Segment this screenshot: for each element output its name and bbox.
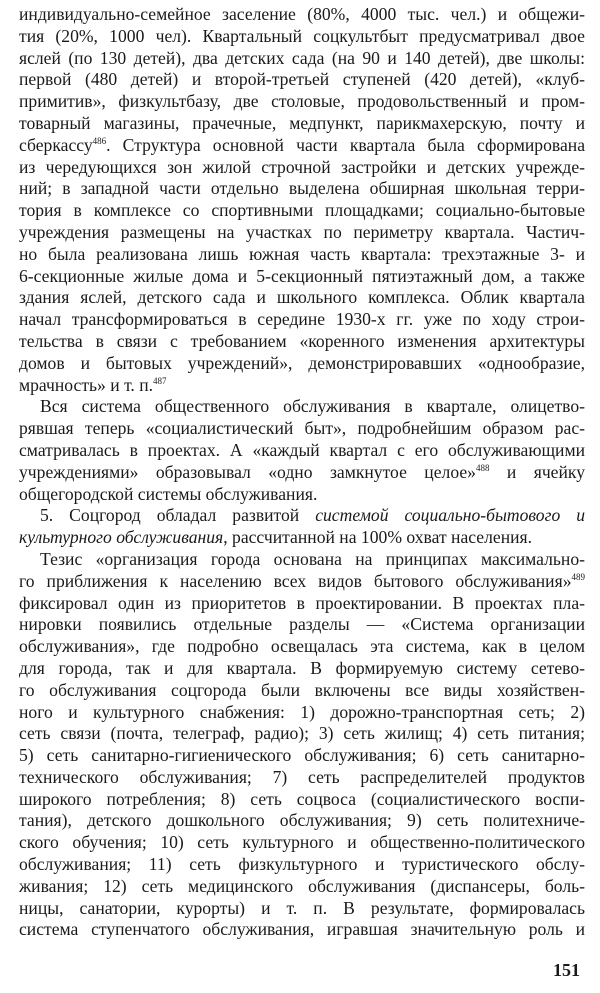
text-line: обслуживания; 11) сеть физкультурного и туристического обслу- bbox=[19, 854, 585, 875]
text-line: сеть связи (почта, телеграф, радио); 3) сеть жилищ; 4) сеть питания; bbox=[19, 723, 585, 744]
text-run: учреждениями» образовывал «одно замкнутое целое» bbox=[19, 461, 476, 482]
text-line: первой (480 детей) и второй-третьей ступеней (420 детей), «клуб- bbox=[19, 69, 585, 90]
text-run: сберкассу bbox=[19, 134, 93, 155]
text-line: рявшая теперь «социалистический быт», подробнейшим образом рас- bbox=[19, 418, 585, 439]
text-run: . Структура основной части квартала была сформирована bbox=[106, 134, 585, 155]
page-text bbox=[19, 4, 585, 941]
text-line bbox=[19, 462, 585, 484]
text-run: го приближения к населению всех видов бытового обслуживания» bbox=[19, 570, 572, 591]
text-line: из чередующихся зон жилой строчной застройки и детских учрежде- bbox=[19, 156, 585, 177]
text-line bbox=[19, 505, 585, 527]
text-line: учреждения размещены на участках по периметру квартала. Частич- bbox=[19, 221, 585, 242]
text-line bbox=[19, 375, 585, 397]
text-line: 6-секционные жилые дома и 5-секционный пятиэтажный дом, а также bbox=[19, 265, 585, 286]
text-line bbox=[19, 527, 585, 549]
text-line: тания), детского дошкольного обслуживания; 9) сеть политехниче- bbox=[19, 810, 585, 831]
text-line: Тезис «организация города основана на принципах максимально- bbox=[40, 548, 585, 569]
text-line bbox=[19, 135, 585, 157]
text-line: живания; 12) сеть медицинского обслуживания (диспансеры, боль- bbox=[19, 875, 585, 896]
text-line: тельства в связи с требованием «коренного изменения архитектуры bbox=[19, 330, 585, 351]
text-line: тия (20%, 1000 чел). Квартальный соцкультбыт предусматривал двое bbox=[19, 25, 585, 46]
footnote-ref: 486 bbox=[92, 135, 107, 146]
text-line: но была реализована лишь южная часть квартала: трехэтажные 3- и bbox=[19, 243, 585, 264]
text-line: тория в комплексе со спортивными площадками; социально-бытовые bbox=[19, 200, 585, 221]
text-run: мрачность» и т. п. bbox=[19, 374, 154, 395]
text-line: ского обучения; 10) сеть культурного и общественно-политического bbox=[19, 832, 585, 853]
text-line: индивидуально-семейное заселение (80%, 4000 тыс. чел.) и общежи- bbox=[19, 4, 585, 24]
text-line: технического обслуживания; 7) сеть распределителей продуктов bbox=[19, 766, 585, 787]
text-line: для города, так и для квартала. В формируемую систему сетево- bbox=[19, 657, 585, 678]
text-line: го обслуживания соцгорода были включены все виды хозяйствен- bbox=[19, 679, 585, 700]
text-line: ний; в западной части отдельно выделена обширная школьная терри- bbox=[19, 178, 585, 199]
text-line: здания яслей, детского сада и школьного комплекса. Облик квартала bbox=[19, 287, 585, 308]
emphasis-text: системой социально-бытового и bbox=[315, 505, 586, 526]
text-line: система ступенчатого обслуживания, игравшая значительную роль и bbox=[19, 919, 585, 940]
text-line: сматривалась в проектах. А «каждый квартал с его обслуживающими bbox=[19, 439, 585, 460]
emphasis-text: культурного обслуживания bbox=[19, 527, 224, 548]
text-line: домов и бытовых учреждений», демонстрировавших «однообразие, bbox=[19, 352, 585, 373]
text-line: примитив», физкультбазу, две столовые, продовольственный и пром- bbox=[19, 91, 585, 112]
text-line: обслуживания», где подробно освещалась эта система, как в целом bbox=[19, 636, 585, 657]
text-run: , рассчитанной на 100% охват населения. bbox=[223, 527, 533, 548]
text-line: товарный магазины, прачечные, медпункт, парикмахерскую, почту и bbox=[19, 112, 585, 133]
text-line: яслей (по 130 детей), два детских сада (на 90 и 140 детей), две школы: bbox=[19, 47, 585, 68]
text-line: общегородской системы обслуживания. bbox=[19, 483, 318, 504]
text-line bbox=[19, 571, 585, 593]
text-line: начал трансформироваться в середине 1930-х гг. уже по ходу строи- bbox=[19, 309, 585, 330]
text-line: широкого потребления; 8) сеть соцвоса (социалистического воспи- bbox=[19, 788, 585, 809]
footnote-ref: 487 bbox=[153, 375, 167, 386]
text-line: ницы, санатории, курорты) и т. п. В результате, формировалась bbox=[19, 897, 585, 918]
text-run: 5. Соцгород обладал развитой bbox=[40, 505, 316, 526]
page-number: 151 bbox=[553, 960, 580, 980]
footnote-ref: 488 bbox=[475, 462, 490, 473]
text-line: нировки появились отдельные разделы — «Система организации bbox=[19, 614, 585, 635]
footnote-ref: 489 bbox=[571, 571, 585, 582]
text-line: фиксировал один из приоритетов в проектировании. В проектах пла- bbox=[19, 592, 585, 613]
text-line: Вся система общественного обслуживания в квартале, олицетво- bbox=[40, 396, 585, 417]
text-line: ного и культурного снабжения: 1) дорожно-транспортная сеть; 2) bbox=[19, 701, 585, 722]
text-line: 5) сеть санитарно-гигиенического обслуживания; 6) сеть санитарно- bbox=[19, 745, 585, 766]
text-run: и ячейку bbox=[489, 461, 585, 482]
